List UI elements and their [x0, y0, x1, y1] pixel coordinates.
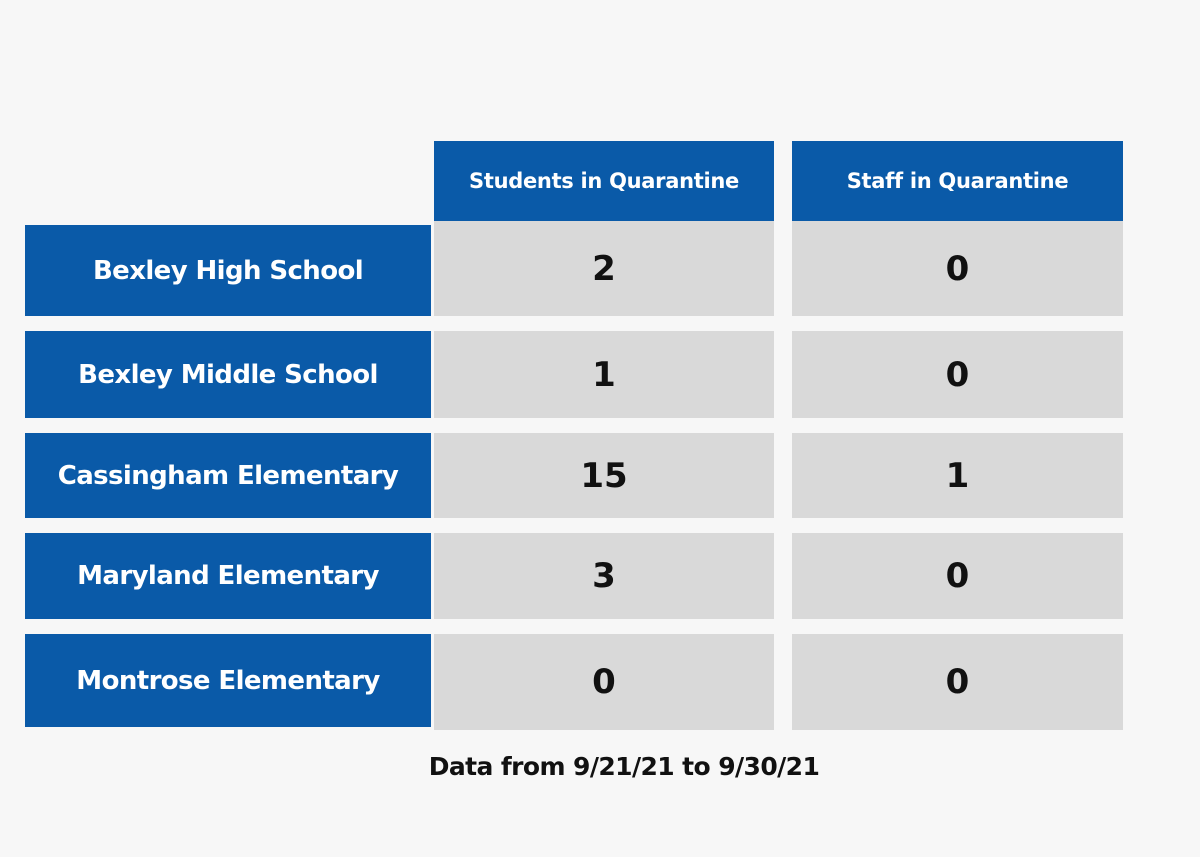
students-value: 15: [434, 433, 774, 518]
row-label-school: Maryland Elementary: [25, 533, 431, 619]
column-header-students: Students in Quarantine: [434, 141, 774, 221]
date-range-caption: Data from 9/21/21 to 9/30/21: [428, 752, 820, 781]
students-value: 1: [434, 331, 774, 418]
row-label-school: Bexley High School: [25, 225, 431, 316]
staff-value: 0: [792, 634, 1123, 730]
staff-value: 0: [792, 221, 1123, 316]
students-value: 2: [434, 221, 774, 316]
staff-value: 0: [792, 331, 1123, 418]
staff-value: 0: [792, 533, 1123, 619]
column-header-staff: Staff in Quarantine: [792, 141, 1123, 221]
staff-value: 1: [792, 433, 1123, 518]
students-value: 0: [434, 634, 774, 730]
row-label-school: Montrose Elementary: [25, 634, 431, 727]
students-value: 3: [434, 533, 774, 619]
row-label-school: Bexley Middle School: [25, 331, 431, 418]
row-label-school: Cassingham Elementary: [25, 433, 431, 518]
